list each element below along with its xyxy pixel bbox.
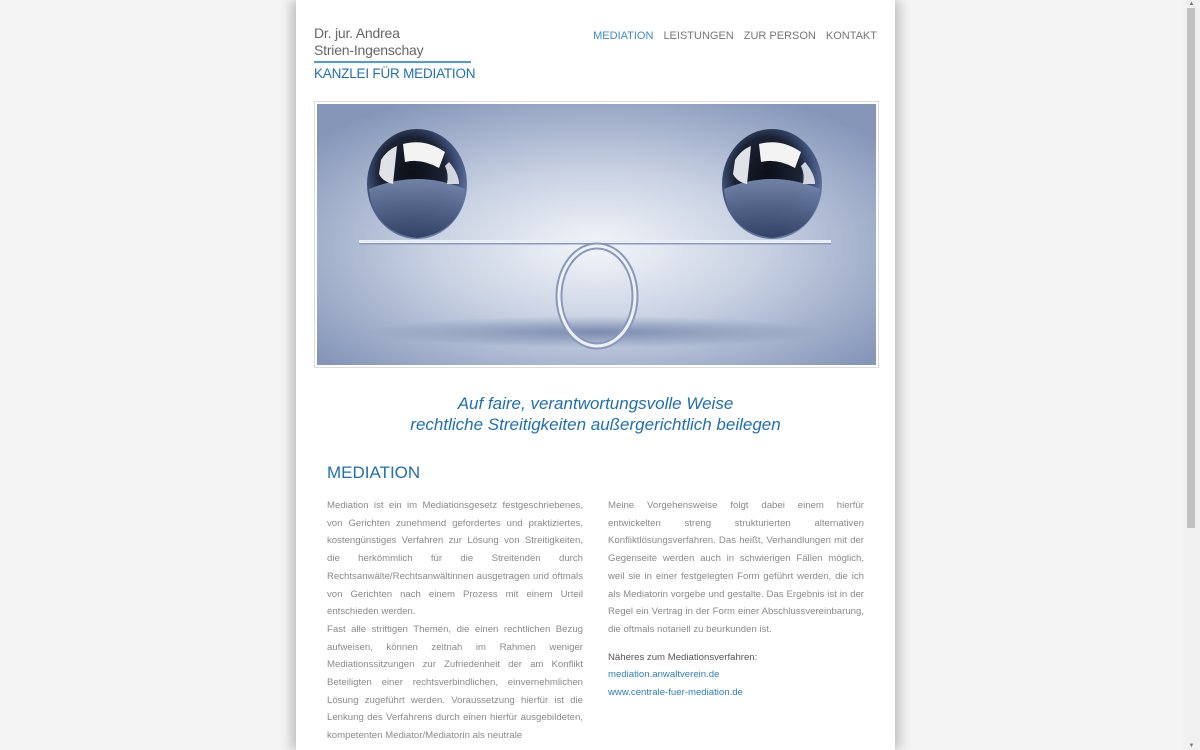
- content-column-right: [608, 497, 864, 702]
- tagline: [296, 393, 895, 435]
- nav-item-mediation[interactable]: MEDIATION: [593, 30, 654, 42]
- logo-name-line1: Dr. jur. Andrea: [314, 25, 400, 41]
- vertical-scrollbar[interactable]: [1183, 0, 1200, 750]
- balance-scale-image: [317, 104, 876, 365]
- section-title: MEDIATION: [327, 463, 421, 482]
- nav-item-leistungen[interactable]: LEISTUNGEN: [663, 30, 734, 42]
- paragraph: Meine Vorgehensweise folgt dabei einem hierfür entwickelten streng strukturierten alternativen Konfliktlösungsverfahren. Das heißt, Verhandlungen mit der Gegenseite werden auch in schwierigen Fällen möglich, weil sie in einer festgelegten Form geführt werden, die ich als Mediatorin vorgebe und gestalte. Das Ergebnis ist in der Regel ein Vertrag in der Form einer Abschlussvereinbarung, die oftmals notariell zu beurkunden ist.: [608, 500, 864, 635]
- link-centrale-fuer-mediation[interactable]: www.centrale-fuer-mediation.de: [608, 687, 743, 699]
- paragraph: Mediation ist ein im Mediationsgesetz festgeschriebenes, von Gerichten zunehmend gefordertes und praktiziertes, kostengünstiges Verfahren zur Lösung von Streitigkeiten, die herkömmlich für die Streitenden durch Rechtsanwälte/Rechtsanwältinnen ausgetragen und oftmals von Gerichten nach einem Prozess mit einem Urteil entschieden werden.: [327, 500, 583, 618]
- hero-image-frame: [314, 101, 879, 368]
- content-column-left: [327, 497, 583, 745]
- paragraph: Fast alle strittigen Themen, die einen rechtlichen Bezug aufweisen, können zeitnah im Rahmen weniger Mediationssitzungen zur Zufriedenheit der am Konflikt Beteiligten einer rechtsverbindlichen, einvernehmlichen Lösung zugeführt werden. Voraussetzung hierfür ist die Lenkung des Verfahrens durch einen hierfür ausgebildeten, kompetenten Mediator/Mediatorin als neutrale: [327, 623, 583, 742]
- scroll-down-arrow-icon[interactable]: ▼: [1188, 743, 1195, 749]
- scroll-up-arrow-icon[interactable]: ▲: [1188, 1, 1195, 7]
- tagline-line1: Auf faire, verantwortungsvolle Weise: [457, 394, 734, 413]
- logo-subtitle: KANZLEI FÜR MEDIATION: [314, 66, 476, 81]
- nav-item-kontakt[interactable]: KONTAKT: [825, 30, 877, 42]
- logo-name-line2: Strien-Ingenschay: [314, 42, 424, 58]
- link-anwaltverein[interactable]: mediation.anwaltverein.de: [608, 669, 720, 681]
- tagline-line2: rechtliche Streitigkeiten außergerichtlich beilegen: [410, 415, 781, 434]
- nav-item-zur-person[interactable]: ZUR PERSON: [743, 30, 816, 42]
- more-info-label: Näheres zum Mediationsverfahren:: [608, 651, 758, 663]
- scrollbar-thumb[interactable]: [1187, 8, 1195, 528]
- page-container: [296, 0, 895, 750]
- site-logo[interactable]: [314, 25, 475, 81]
- main-nav: [593, 30, 877, 42]
- logo-divider: [314, 61, 471, 63]
